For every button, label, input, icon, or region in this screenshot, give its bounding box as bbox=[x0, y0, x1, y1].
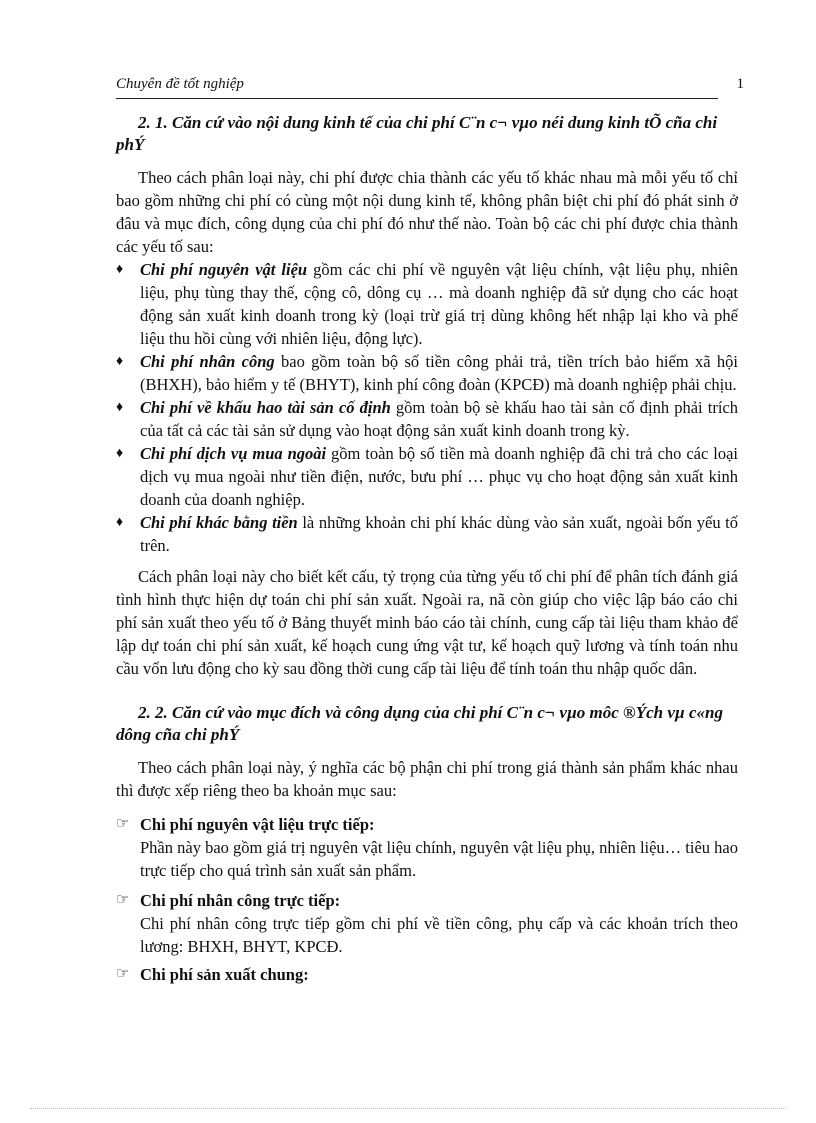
list-item bbox=[116, 814, 738, 882]
diamond-bullet-icon: ♦ bbox=[116, 354, 124, 369]
section-heading-2: 2. 2. Căn cứ vào mục đích và công dụng của chi phí C¨n c¬ vµo môc ®Ých vµ c«ng dông cña chi phÝ bbox=[116, 703, 723, 744]
diamond-bullet-icon: ♦ bbox=[116, 262, 124, 277]
section1-intro: Theo cách phân loại này, chi phí được chia thành các yếu tố khác nhau mà mỗi yếu tố chỉ bao gồm những chi phí có cùng một nội dung kinh tế, không phân biệt chi phí đó phát sinh ở đâu và mục đích, công dụng của chi phí đó như thế nào. Toàn bộ các chi phí được chia thành các yếu tố sau: bbox=[116, 168, 738, 256]
page-bottom-divider bbox=[30, 1108, 786, 1109]
pointing-hand-icon: ☞ bbox=[116, 816, 130, 832]
list-item: ♦ Chi phí dịch vụ mua ngoài gồm toàn bộ số tiền mà doanh nghiệp đã chi trả cho các loại dịch vụ mua ngoài như tiền điện, nước, bưu phí … phục vụ cho hoạt động sản xuất kinh doanh của doanh nghiệp. bbox=[116, 444, 738, 509]
section-heading-1: 2. 1. Căn cứ vào nội dung kinh tế của chi phí C¨n c¬ vµo néi dung kinh tÕ cña chi phÝ bbox=[116, 113, 718, 154]
list-item: ♦ Chi phí khác bằng tiền là những khoản chi phí khác dùng vào sản xuất, ngoài bốn yếu tố trên. bbox=[116, 513, 739, 555]
diamond-bullet-icon: ♦ bbox=[116, 400, 124, 415]
item-body: Chi phí nhân công trực tiếp gồm chi phí về tiền công, phụ cấp và các khoản trích theo lương: BHXH, BHYT, KPCĐ. bbox=[140, 914, 738, 956]
item-title: Chi phí nguyên vật liệu trực tiếp: bbox=[140, 815, 375, 834]
page-header bbox=[116, 74, 744, 99]
list-item: ♦ Chi phí nguyên vật liệu gồm các chi phí về nguyên vật liệu chính, vật liệu phụ, nhiên liệu, phụ tùng thay thế, cộng cô, dông cụ … mà doanh nghiệp đã sử dụng cho các hoạt động sản xuất kinh doanh trong kỳ (loại trừ giá trị dùng không hết nhập lại kho và phế liệu thu hồi cùng với nhiên liệu, động lực). bbox=[116, 260, 739, 348]
diamond-bullet-icon: ♦ bbox=[116, 515, 124, 530]
section2-intro: Theo cách phân loại này, ý nghĩa các bộ phận chi phí trong giá thành sản phẩm khác nhau thì được xếp riêng theo ba khoản mục sau: bbox=[116, 758, 738, 800]
item-title: Chi phí sản xuất chung: bbox=[140, 965, 309, 984]
cost-element-list bbox=[116, 258, 738, 557]
cost-item-list bbox=[116, 814, 738, 986]
item-title: Chi phí nhân công trực tiếp: bbox=[140, 891, 341, 910]
diamond-bullet-icon: ♦ bbox=[116, 446, 124, 461]
section1-conclusion: Cách phân loại này cho biết kết cấu, tỷ trọng của từng yếu tố chi phí để phân tích đánh giá tình hình thực hiện dự toán chi phí sản xuất. Ngoài ra, nã còn giúp cho việc lập báo cáo chi phí sản xuất theo yếu tố ở Bảng thuyết minh báo cáo tài chính, cung cấp tài liệu tham khảo để lập dự toán chi phí sản xuất, kế hoạch cung ứng vật tư, kế hoạch quỹ lương và tính toán nhu cầu vốn lưu động cho kỳ sau đồng thời cung cấp tài liệu để tính toán thu nhập quốc dân. bbox=[116, 567, 738, 678]
item-body: Phần này bao gồm giá trị nguyên vật liệu chính, nguyên vật liệu phụ, nhiên liệu… tiêu hao trực tiếp cho quá trình sản xuất sản phẩm. bbox=[140, 838, 738, 880]
list-item: ♦ Chi phí về khấu hao tài sản cố định gồm toàn bộ sè khấu hao tài sản cố định phải trích của tất cả các tài sản sử dụng vào hoạt động sản xuất kinh doanh trong kỳ. bbox=[116, 398, 738, 440]
page-number: 1 bbox=[736, 76, 744, 92]
pointing-hand-icon: ☞ bbox=[116, 892, 130, 908]
list-item bbox=[116, 890, 738, 958]
pointing-hand-icon: ☞ bbox=[116, 966, 130, 982]
list-item bbox=[116, 964, 738, 986]
list-item: ♦ Chi phí nhân công bao gồm toàn bộ số tiền công phải trả, tiền trích bảo hiểm xã hội (BHXH), bảo hiểm y tế (BHYT), kinh phí công đoàn (KPCĐ) mà doanh nghiệp phải chịu. bbox=[116, 352, 738, 394]
page-content bbox=[116, 112, 738, 986]
header-title: Chuyên đề tốt nghiệp bbox=[116, 76, 244, 92]
